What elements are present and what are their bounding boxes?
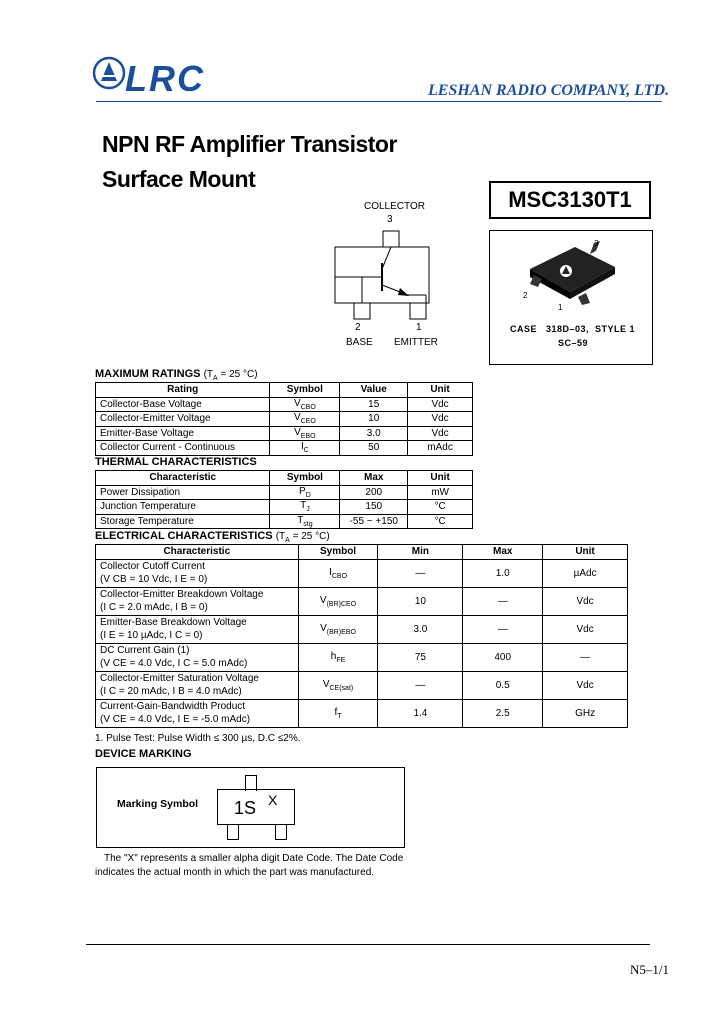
header-rule: [96, 101, 662, 102]
marking-suffix: X: [268, 792, 278, 808]
sc-label: SC–59: [558, 338, 589, 348]
package-pin3: 3: [594, 239, 599, 248]
part-number: MSC3130T1: [489, 181, 651, 219]
table-row: Collector Current - Continuous $I_C$ 50 mAdc: [96, 441, 473, 456]
emitter-label: EMITTER: [394, 337, 438, 348]
emitter-pin: 1: [416, 322, 422, 333]
base-label: BASE: [346, 337, 373, 348]
logo: [92, 56, 126, 90]
table-row: Collector-Emitter Saturation Voltage (I C = 20 mAdc, I B = 4.0 mAdc) $V_{CE(sat)}$ — 0.5 Vdc: [96, 671, 628, 699]
thermal-table: [95, 470, 473, 529]
logo-emblem-icon: [92, 56, 126, 90]
package-pin1: 1: [558, 303, 563, 312]
table-row: Collector Cutoff Current (V CB = 10 Vdc, I E = 0) $I_{CBO}$ — 1.0 µAdc: [96, 559, 628, 587]
page-subtitle: Surface Mount: [102, 166, 256, 192]
marking-box: [96, 767, 405, 848]
footer-rule: [86, 944, 650, 945]
collector-label: COLLECTOR: [364, 201, 425, 212]
page-number: N5–1/1: [630, 962, 669, 977]
company-name: LESHAN RADIO COMPANY, LTD.: [428, 82, 670, 99]
table-row: Collector-Base Voltage $V_{CBO}$ 15 Vdc: [96, 397, 473, 412]
marking-package: [217, 789, 295, 825]
package-box: [489, 230, 653, 365]
page-title: NPN RF Amplifier Transistor: [102, 131, 397, 157]
table-row: Emitter-Base Voltage $V_{EBO}$ 3.0 Vdc: [96, 426, 473, 441]
table-header-row: Characteristic Symbol Min Max Unit: [96, 545, 628, 560]
marking-heading: DEVICE MARKING: [95, 748, 192, 760]
table-row: Power Dissipation $P_D$ 200 mW: [96, 485, 473, 500]
electrical-heading: ELECTRICAL CHARACTERISTICS ($T_A = 25$ °C): [95, 530, 330, 544]
marking-pin-left: [227, 825, 239, 840]
pulse-note: 1. Pulse Test: Pulse Width ≤ 300 µs, D.C ≤2%.: [95, 733, 301, 744]
table-header-row: Rating Symbol Value Unit: [96, 383, 473, 398]
marking-pin-right: [275, 825, 287, 840]
table-row: Collector-Emitter Breakdown Voltage (I C = 2.0 mAdc, I B = 0) $V_{(BR)CEO}$ 10 — Vdc: [96, 587, 628, 615]
thermal-heading: THERMAL CHARACTERISTICS: [95, 456, 257, 468]
table-row: Current-Gain-Bandwidth Product (V CE = 4.0 Vdc, I E = -5.0 mAdc) $f_T$ 1.4 2.5 GHz: [96, 699, 628, 727]
table-row: DC Current Gain (1) (V CE = 4.0 Vdc, I C = 5.0 mAdc) $h_{FE}$ 75 400 —: [96, 643, 628, 671]
table-row: Storage Temperature $T_{stg}$ -55 ~ +150 °C: [96, 514, 473, 529]
max-ratings-heading: MAXIMUM RATINGS ($T_A = 25$ °C): [95, 368, 258, 382]
table-row: Collector-Emitter Voltage $V_{CEO}$ 10 Vdc: [96, 412, 473, 427]
marking-desc-line1: The "X" represents a smaller alpha digit Date Code. The Date Code: [104, 853, 404, 864]
transistor-schematic: [330, 225, 440, 325]
marking-label: Marking Symbol: [117, 798, 199, 810]
package-pin2: 2: [523, 291, 528, 300]
table-row: Junction Temperature $T_J$ 150 °C: [96, 500, 473, 515]
case-label: CASE 318D–03, STYLE 1: [510, 324, 636, 334]
max-ratings-table: [95, 382, 473, 456]
table-row: Emitter-Base Breakdown Voltage (I E = 10 µAdc, I C = 0) $V_{(BR)EBO}$ 3.0 — Vdc: [96, 615, 628, 643]
marking-desc-line2: indicates the actual month in which the part was manufactured.: [95, 867, 375, 878]
collector-pin: 3: [387, 214, 393, 225]
package-image: [520, 237, 620, 307]
table-header-row: Characteristic Symbol Max Unit: [96, 471, 473, 486]
base-pin: 2: [355, 322, 361, 333]
marking-code: 1S: [234, 798, 257, 818]
electrical-table: [95, 544, 628, 728]
logo-text: LRC: [125, 58, 205, 99]
